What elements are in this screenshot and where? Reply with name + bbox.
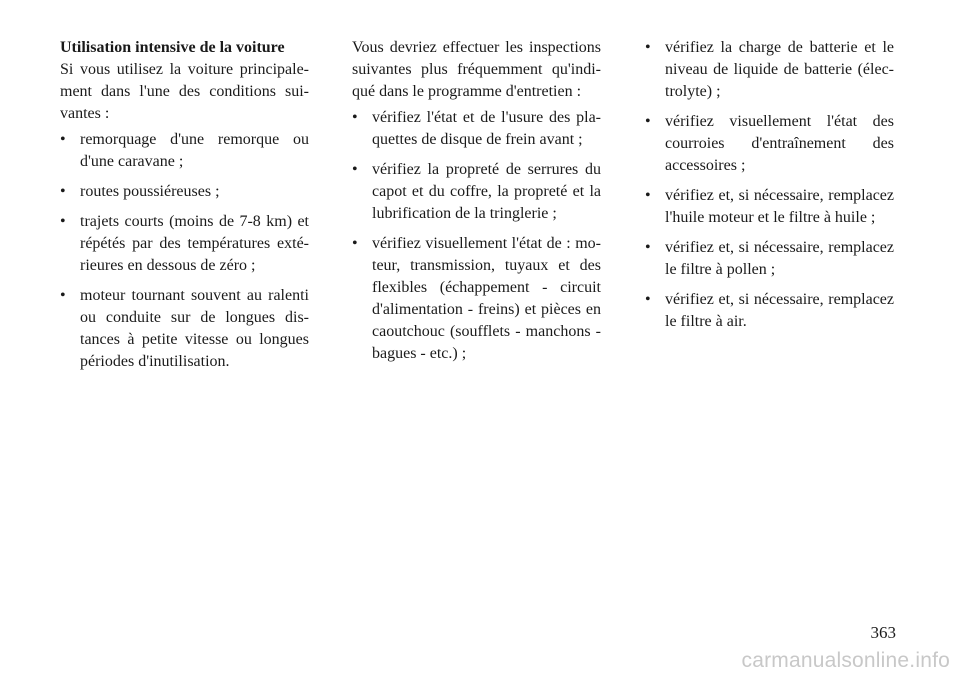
- list-item: • vérifiez et, si nécessaire, remplacez le filtre à air.: [645, 289, 894, 333]
- conditions-list: [60, 129, 309, 373]
- list-item: • vérifiez la charge de batterie et le niveau de liquide de batterie (élec-trolyte) ;: [645, 37, 894, 103]
- list-item: • vérifiez et, si nécessaire, remplacez l'huile moteur et le filtre à huile ;: [645, 185, 894, 229]
- inspections-list: [352, 107, 601, 365]
- section-heading: Utilisation intensive de la voiture: [60, 39, 285, 56]
- column-3: [645, 37, 894, 341]
- page-number: 363: [870, 623, 896, 642]
- list-item: • trajets courts (moins de 7-8 km) et répétés par des températures exté-rieures en dessous de zéro ;: [60, 211, 309, 277]
- column-2: [352, 37, 601, 373]
- list-item: • vérifiez visuellement l'état de : mo-teur, transmission, tuyaux et des flexibles (échappement - circuit d'alimentation - freins) et pièces en caoutchouc (soufflets - manchons - bagues - etc.) ;: [352, 233, 601, 365]
- list-item: • routes poussiéreuses ;: [60, 181, 309, 203]
- inspections-intro: Vous devriez effectuer les inspections suivantes plus fréquemment qu'indi-qué dans le programme d'entretien :: [352, 39, 601, 100]
- watermark: carmanualsonline.info: [741, 649, 950, 672]
- inspections-list-continued: [645, 37, 894, 333]
- list-item: • remorquage d'une remorque ou d'une caravane ;: [60, 129, 309, 173]
- list-item: • vérifiez et, si nécessaire, remplacez le filtre à pollen ;: [645, 237, 894, 281]
- column-1: [60, 37, 309, 381]
- list-item: • vérifiez la propreté de serrures du capot et du coffre, la propreté et la lubrification de la tringlerie ;: [352, 159, 601, 225]
- list-item: • moteur tournant souvent au ralenti ou conduite sur de longues dis-tances à petite vitesse ou longues périodes d'inutilisation.: [60, 285, 309, 373]
- intro-paragraph: Si vous utilisez la voiture principale-ment dans l'une des conditions sui-vantes :: [60, 61, 309, 122]
- list-item: • vérifiez l'état et de l'usure des pla-quettes de disque de frein avant ;: [352, 107, 601, 151]
- list-item: • vérifiez visuellement l'état des courroies d'entraînement des accessoires ;: [645, 111, 894, 177]
